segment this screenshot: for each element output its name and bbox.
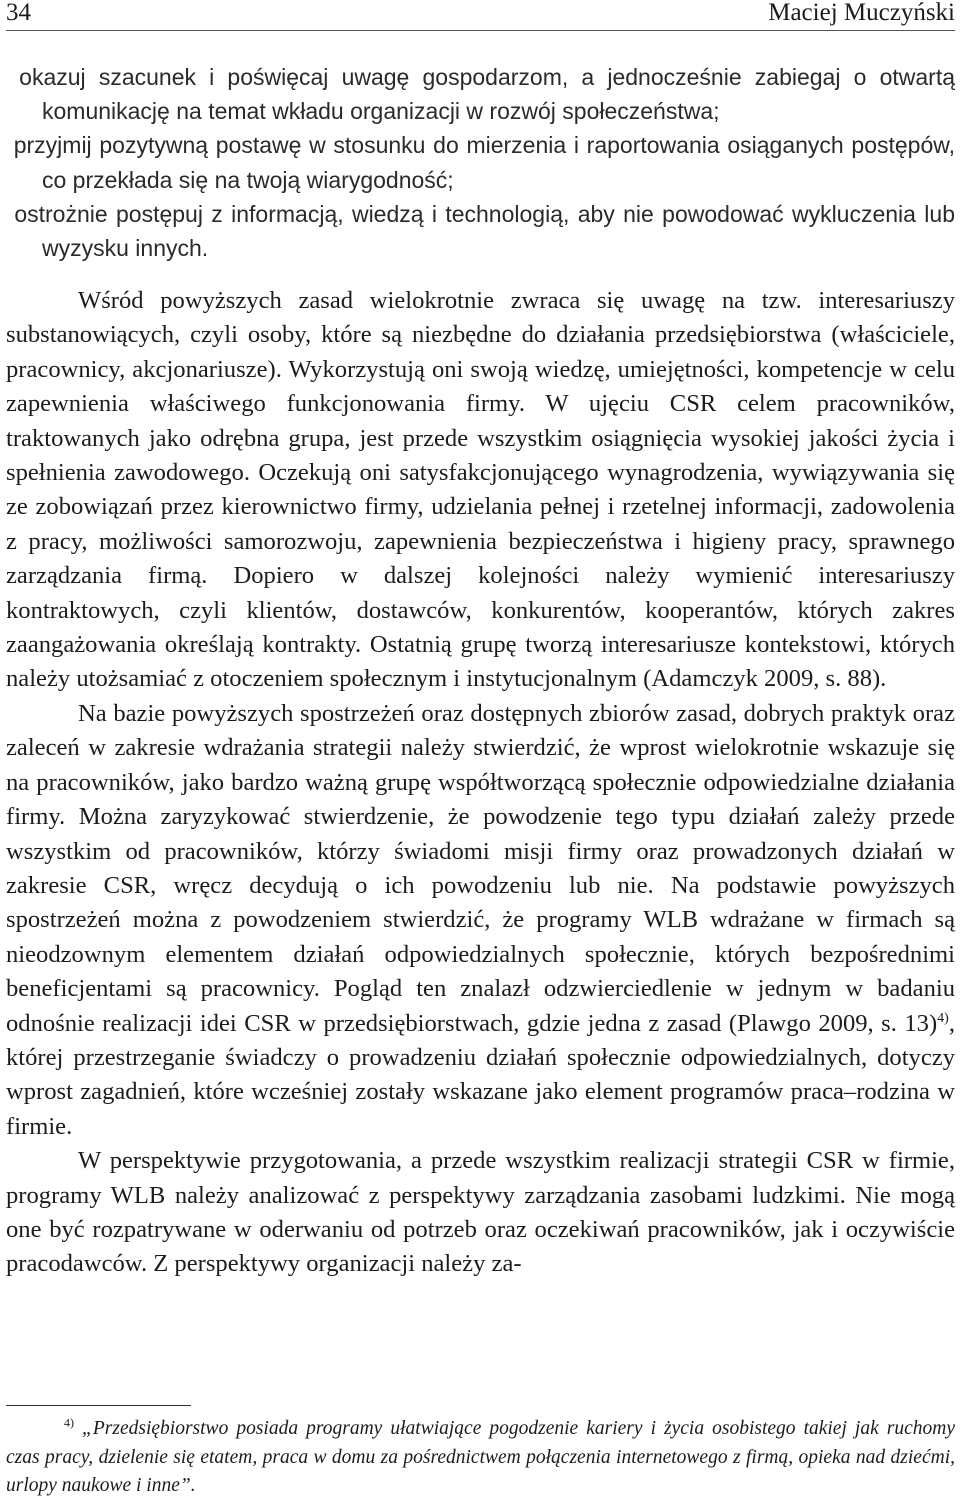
page-number: 34 [6,0,31,26]
body-text [6,284,955,1282]
footnote [6,1415,955,1501]
footnote-mark: 4) [64,1415,74,1430]
list-item-text: okazuj szacunek i poświęcaj uwagę gospodarzom, a jednocześnie zabiegaj o otwartą komunikację na temat wkładu organizacji w rozwój społeczeństwa; [19,64,955,125]
paragraph-1: Wśród powyższych zasad wielokrotnie zwraca się uwagę na tzw. interesariuszy substanowiących, czyli osoby, które są niezbędne do działania przedsiębiorstwa (właściciele, pracownicy, akcjonariusze). Wykorzystują oni swoją wiedzę, umiejętności, kompetencje w celu zapewnienia właściwego funkcjonowania firmy. W ujęciu CSR celem pracowników, traktowanych jako odrębna grupa, jest przede wszystkim osiągnięcia wysokiej jakości życia i spełnienia zawodowego. Oczekują oni satysfakcjonującego wynagrodzenia, wywiązywania się ze zobowiązań przez kierownictwo firmy, udzielania pełnej i rzetelnej informacji, zadowolenia z pracy, możliwości samorozwoju, zapewnienia bezpieczeństwa i higieny pracy, sprawnego zarządzania firmą. Dopiero w dalszej kolejności należy wymienić interesariuszy kontraktowych, czyli klientów, dostawców, konkurentów, kooperantów, których zakres zaangażowania określają kontrakty. Ostatnią grupę tworzą interesariusze kontekstowi, których należy utożsamiać z otoczeniem społecznym i instytucjonalnym (Adamczyk 2009, s. 88). [6,287,955,693]
footnote-text: „Przedsiębiorstwo posiada programy ułatwiające pogodzenie kariery i życia osobistego takiej jak ruchomy czas pracy, dzielenie się etatem, praca w domu za pośrednictwem połączenia internetowego z firmą, opieka nad dziećmi, urlopy naukowe i inne”. [6,1418,956,1496]
footnote-separator [6,1405,191,1406]
numbered-list [6,60,955,265]
list-item-text: ostrożnie postępuj z informacją, wiedzą i technologią, aby nie powodować wykluczenia lub wyzysku innych. [14,200,955,262]
running-header [6,0,955,31]
list-item [6,128,955,196]
paragraph-3: W perspektywie przygotowania, a przede wszystkim realizacji strategii CSR w firmie, programy WLB należy analizować z perspektywy zarządzania zasobami ludzkimi. Nie mogą one być rozpatrywane w oderwaniu od potrzeb oraz oczekiwań pracowników, jak i oczywiście pracodawców. Z perspektywy organizacji należy za- [6,1147,955,1278]
list-item [6,197,955,265]
paragraph-2-text: Na bazie powyższych spostrzeżeń oraz dostępnych zbiorów zasad, dobrych praktyk oraz zaleceń w zakresie wdrażania strategii należy stwierdzić, że wprost wielokrotnie wskazuje się na pracowników, jako bardzo ważną grupę współtworzącą społecznie odpowiedzialne działania firmy. Można zaryzykować stwierdzenie, że powodzenie tego typu działań zależy przede wszystkim od pracowników, którzy świadomi misji firmy oraz prowadzonych działań w zakresie CSR, wręcz decydują o ich powodzeniu lub nie. Na podstawie powyższych spostrzeżeń można z powodzeniem stwierdzić, że programy WLB wdrażane w firmach są nieodzownym elementem działań odpowiedzialnych społecznie, których bezpośrednimi beneficjentami są pracownicy. Pogląd ten znalazł odzwierciedlenie w jednym w badaniu odnośnie realizacji idei CSR w przedsiębiorstwach, gdzie jedna z zasad (Plawgo 2009, s. 13) [6,699,955,1037]
footnote-reference[interactable]: 4) [937,1010,949,1026]
paragraph-2-tail: , której przestrzeganie świadczy o prowadzeniu działań społecznie odpowiedzialnych, dotyczy wprost zagadnień, które wcześniej zostały wskazane jako element programów praca–rodzina w firmie. [6,1009,955,1140]
header-author: Maciej Muczyński [768,0,955,26]
list-item-text: przyjmij pozytywną postawę w stosunku do mierzenia i raportowania osiąganych postępów, co przekłada się na twoją wiarygodność; [13,132,956,193]
paragraph-2 [6,697,955,1144]
list-item [6,60,955,128]
